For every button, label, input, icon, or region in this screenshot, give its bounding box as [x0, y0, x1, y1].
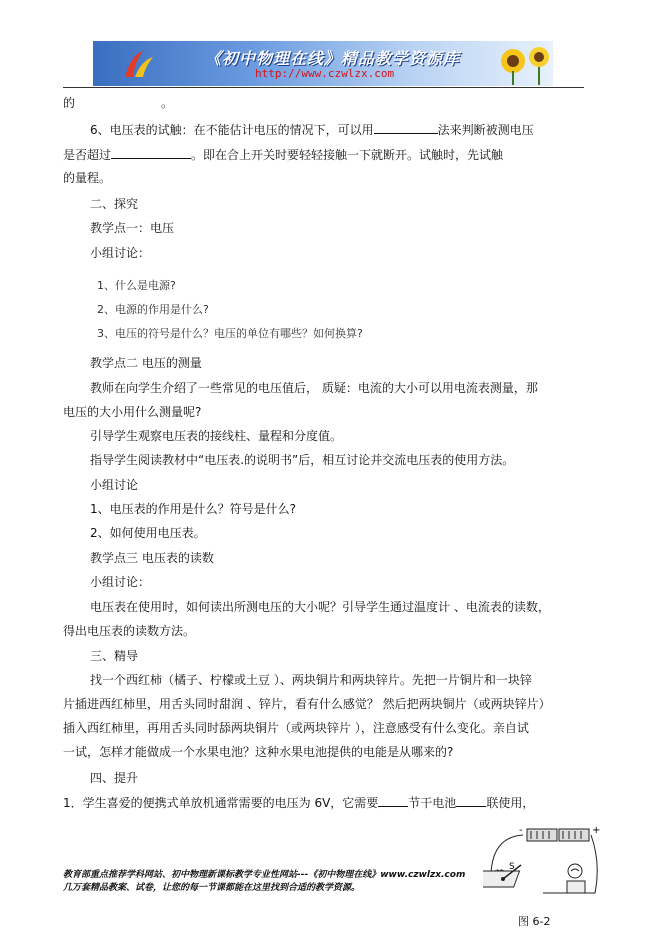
- teaching-point: 教学点一：电压: [90, 221, 175, 235]
- fill-blank: [111, 146, 191, 159]
- paragraph-line: 得出电压表的读数方法。: [63, 624, 196, 638]
- section-heading: 二、探究: [90, 197, 139, 211]
- group-discussion-label: 小组讨论：: [90, 575, 151, 589]
- fill-blank: [456, 794, 486, 807]
- exercise-item: 1．学生喜爱的便携式单放机通常需要的电压为 6V，它需要 节干电池 联使用，: [63, 796, 535, 810]
- footer-line: 教育部重点推荐学科网站、初中物理新课标教学专业性网站---《初中物理在线》www.czwlzx.com: [63, 870, 466, 880]
- section-heading: 三、精导: [90, 649, 139, 663]
- battery-icon: [527, 829, 589, 841]
- fill-blank: [378, 794, 408, 807]
- circuit-diagram: [483, 823, 603, 909]
- paragraph-line: 电压表在使用时，如何读出所测电压的大小呢？引导学生通过温度计 、电流表的读数，: [90, 600, 550, 614]
- banner-url: http://www.czwlzx.com: [255, 67, 395, 80]
- item-6: 6、电压表的试触：在不能估计电压的情况下，可以用 法来判断被测电压: [90, 123, 534, 137]
- paragraph-line: 插入西红柿里，再用舌头同时舔两块铜片（或两块锌片 ），注意感受有什么变化。亲自试: [63, 721, 529, 735]
- group-discussion-label: 小组讨论: [90, 478, 139, 492]
- switch-icon: [483, 865, 521, 887]
- banner-title: 《初中物理在线》精品教学资源库: [205, 49, 461, 68]
- paragraph-line: 一试，怎样才能做成一个水果电池？这种水果电池提供的电能是从哪来的?: [63, 745, 454, 759]
- question-item: 2、电源的作用是什么?: [97, 303, 209, 316]
- item-6-cont: 是否超过 。即在合上开关时要轻轻接触一下就断开。试触时，先试触: [63, 148, 504, 162]
- paragraph-line: 教师在向学生介绍了一些常见的电压值后， 质疑：电流的大小可以用电流表测量，那: [90, 381, 538, 395]
- site-logo-icon: [121, 47, 157, 81]
- question-item: 3、电压的符号是什么？电压的单位有哪些？如何换算?: [97, 327, 363, 340]
- battery-minus-label: -: [519, 825, 523, 836]
- fill-blank: [374, 121, 438, 134]
- sunflower-icon: [493, 43, 553, 85]
- section-heading: 四、提升: [90, 771, 139, 785]
- question-item: 1、电压表的作用是什么？符号是什么?: [90, 502, 297, 516]
- teaching-point: 教学点三 电压表的读数: [90, 551, 214, 565]
- header-banner: [93, 41, 553, 86]
- battery-plus-label: +: [592, 825, 601, 836]
- question-item: 1、什么是电源?: [97, 279, 176, 292]
- question-item: 2、如何使用电压表。: [90, 526, 206, 540]
- paragraph-line: 电压的大小用什么测量呢?: [63, 405, 202, 419]
- figure-caption: 图 6-2: [518, 915, 551, 928]
- group-discussion-label: 小组讨论：: [90, 246, 151, 260]
- light-bulb-icon: [567, 864, 585, 893]
- text-line: 的 。: [63, 96, 174, 110]
- footer-line: 几万套精品教案、试卷，让您的每一节课都能在这里找到合适的教学资源。: [63, 883, 361, 893]
- teaching-point: 教学点二 电压的测量: [90, 356, 202, 370]
- switch-label: S: [509, 862, 515, 872]
- paragraph-line: 指导学生阅读教材中“电压表.的说明书”后，相互讨论并交流电压表的使用方法。: [90, 453, 515, 467]
- paragraph-line: 引导学生观察电压表的接线柱、量程和分度值。: [90, 429, 343, 443]
- header-rule: [63, 87, 584, 88]
- item-6-end: 的量程。: [63, 171, 112, 185]
- paragraph-line: 片插进西红柿里，用舌头同时甜润 、锌片，看有什么感觉？ 然后把两块铜片（或两块锌片）: [63, 697, 551, 711]
- paragraph-line: 找一个西红柿（橘子、柠檬或土豆 ）、两块铜片和两块锌片。先把一片铜片和一块锌: [90, 673, 532, 687]
